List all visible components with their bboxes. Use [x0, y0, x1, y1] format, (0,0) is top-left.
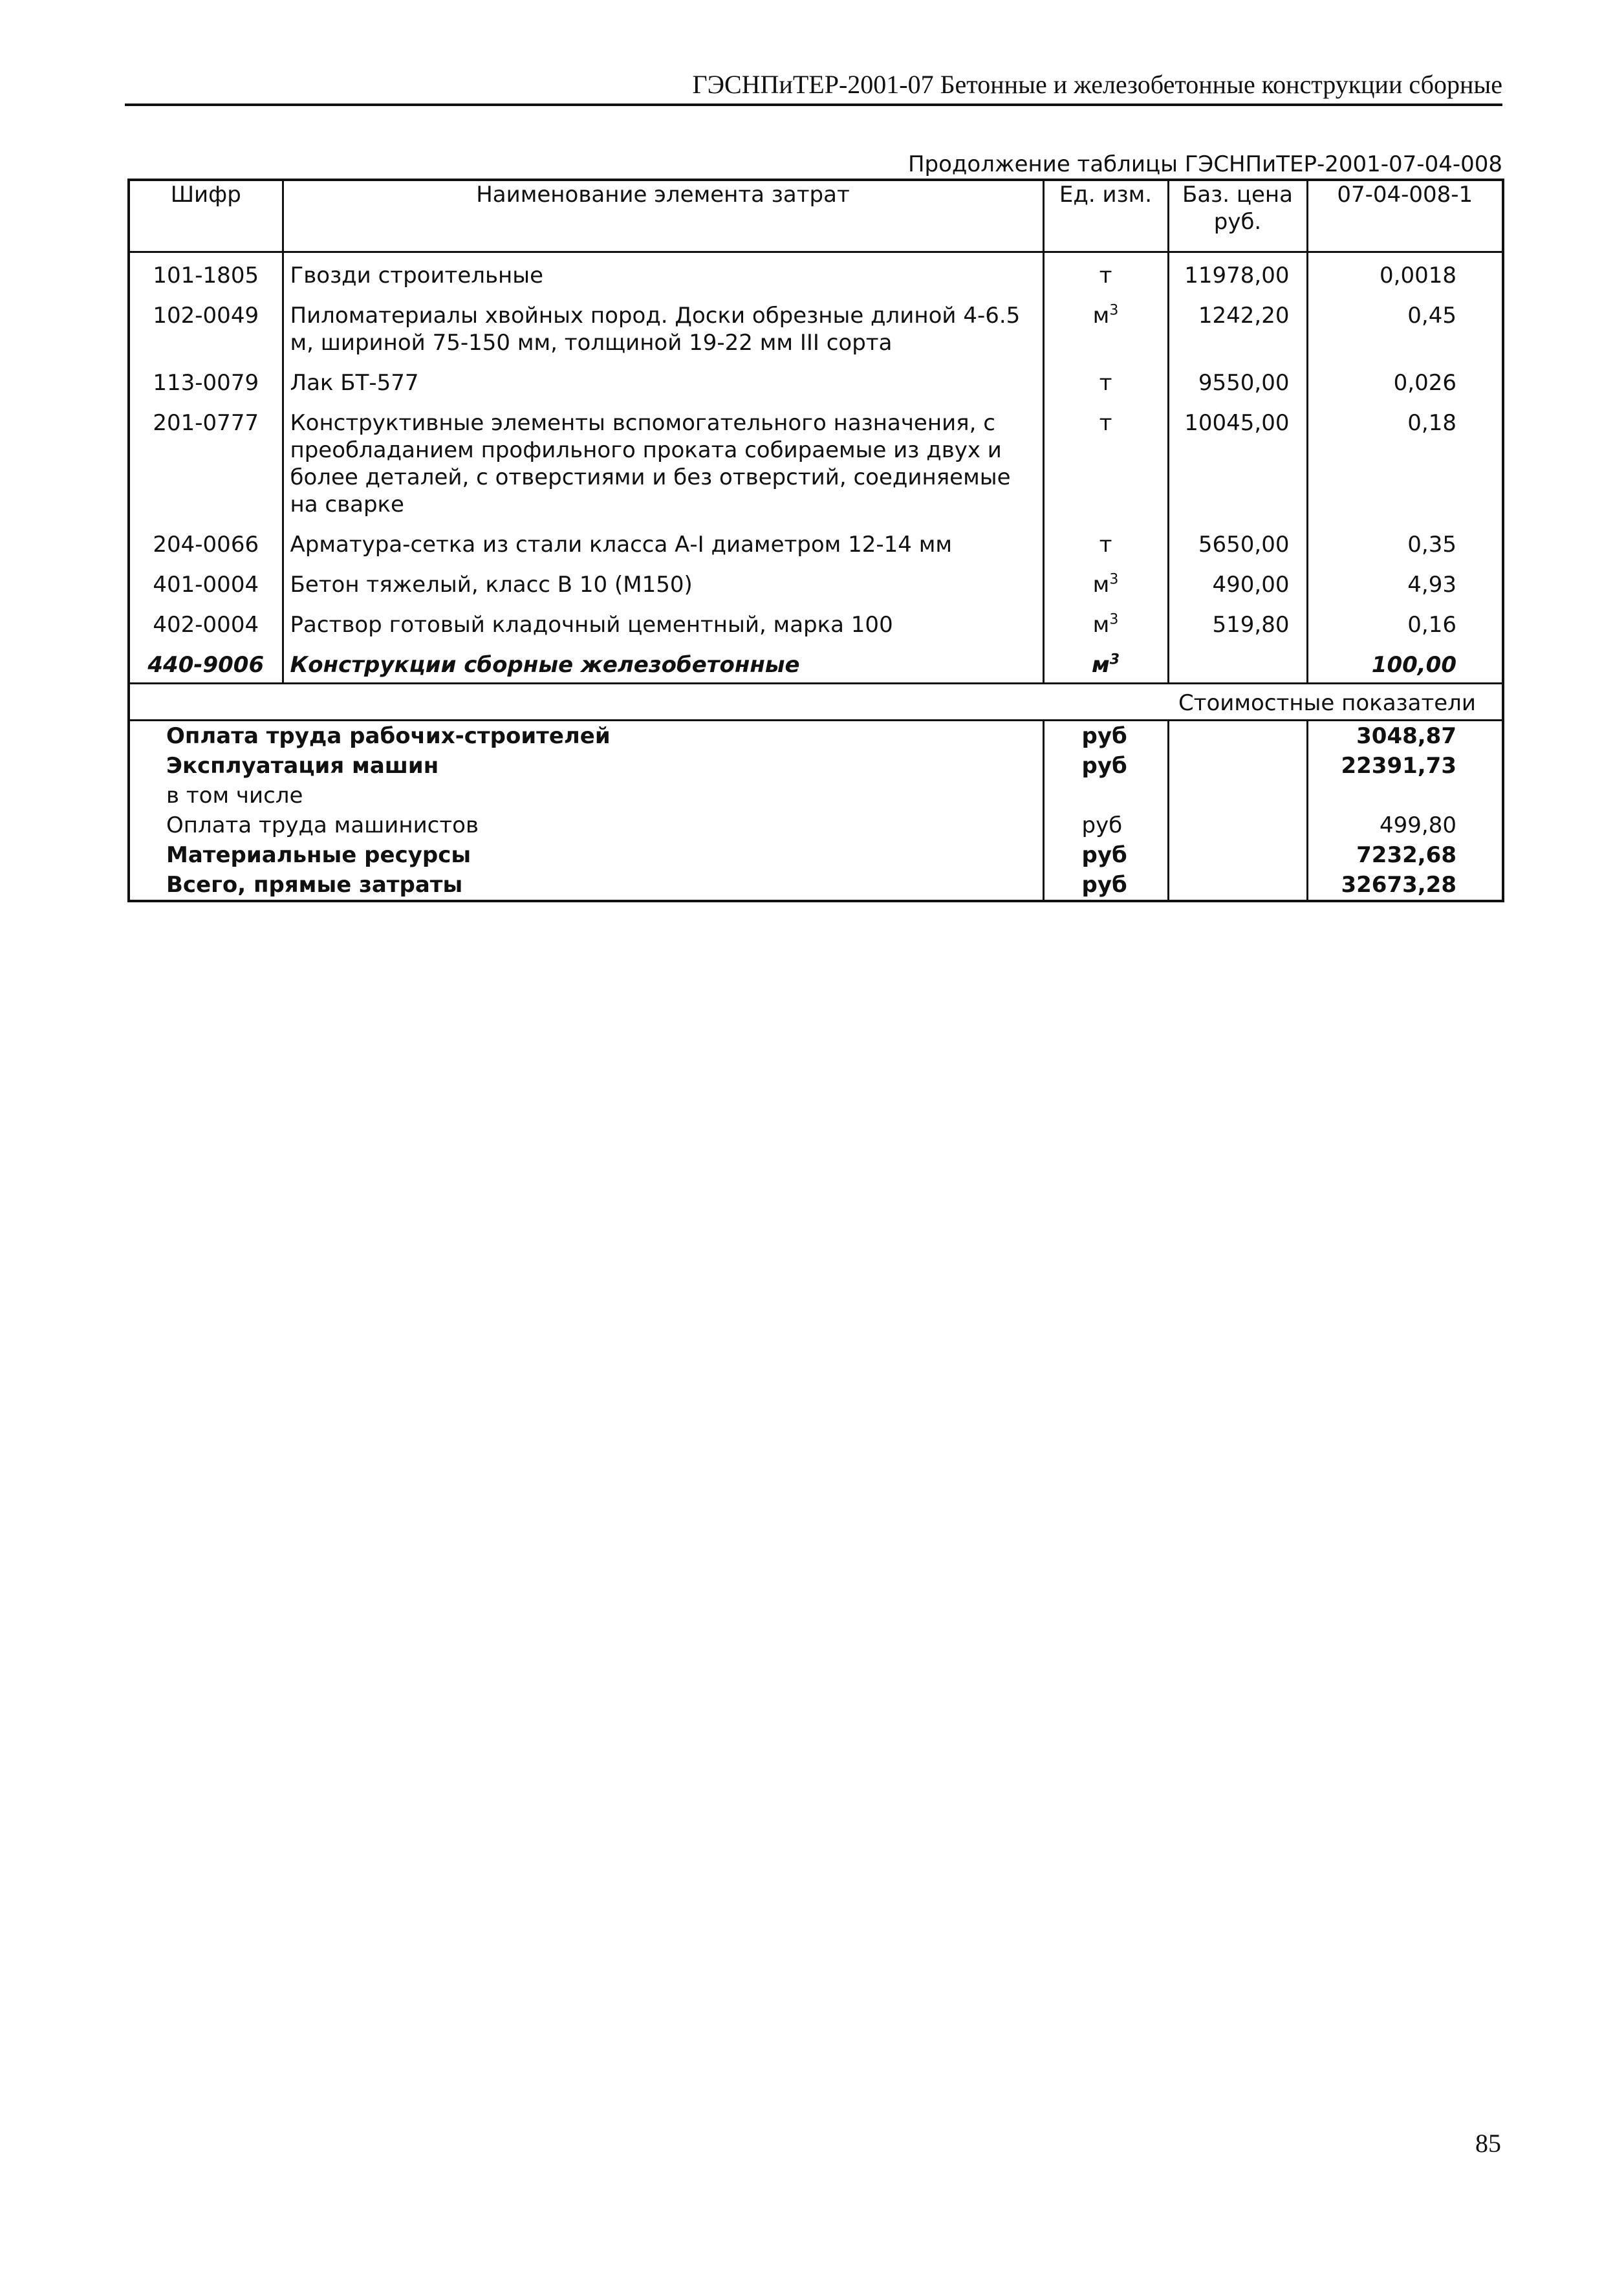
- row-code: 204-0066: [129, 522, 283, 562]
- row-unit-text: т: [1099, 410, 1112, 436]
- cost-header-row: [129, 684, 1503, 721]
- row-unit: [1043, 252, 1168, 294]
- row-price: 1242,20: [1168, 293, 1307, 360]
- row-qty: 0,0018: [1307, 252, 1503, 294]
- total-qty: 100,00: [1307, 642, 1503, 684]
- summary-label: в том числе: [129, 781, 1043, 810]
- row-code: 401-0004: [129, 562, 283, 602]
- row-unit: [1043, 360, 1168, 400]
- row-name: Раствор готовый кладочный цементный, марка 100: [283, 602, 1043, 642]
- row-code: 101-1805: [129, 252, 283, 294]
- total-row: [129, 642, 1503, 684]
- summary-empty: [1168, 781, 1307, 810]
- total-price: [1168, 642, 1307, 684]
- row-unit-sup: 3: [1109, 611, 1119, 628]
- summary-label: Всего, прямые затраты: [129, 870, 1043, 901]
- row-name: Пиломатериалы хвойных пород. Доски обрезные длиной 4-6.5 м, шириной 75-150 мм, толщиной 19-22 мм III сорта: [283, 293, 1043, 360]
- total-name: Конструкции сборные железобетонные: [283, 642, 1043, 684]
- summary-unit: руб: [1043, 870, 1168, 901]
- table-row: [129, 252, 1503, 294]
- summary-row: [129, 810, 1503, 840]
- row-qty: 0,16: [1307, 602, 1503, 642]
- row-unit-sup: 3: [1109, 302, 1119, 319]
- column-header-name: Наименование элемента затрат: [283, 180, 1043, 252]
- row-unit: [1043, 562, 1168, 602]
- total-code: 440-9006: [129, 642, 283, 684]
- row-unit-text: т: [1099, 370, 1112, 396]
- cost-header: Стоимостные показатели: [129, 684, 1503, 721]
- row-unit-text: м: [1092, 303, 1110, 329]
- row-unit-text: т: [1099, 263, 1112, 288]
- summary-empty: [1168, 870, 1307, 901]
- summary-unit: руб: [1043, 840, 1168, 870]
- row-qty: 0,35: [1307, 522, 1503, 562]
- summary-value: 499,80: [1307, 810, 1503, 840]
- summary-empty: [1168, 721, 1307, 752]
- row-qty: 0,18: [1307, 400, 1503, 522]
- summary-row: [129, 751, 1503, 781]
- summary-label: Оплата труда рабочих-строителей: [129, 721, 1043, 752]
- row-code: 201-0777: [129, 400, 283, 522]
- table-header-row: [129, 180, 1503, 252]
- column-header-code: Шифр: [129, 180, 283, 252]
- summary-empty: [1168, 840, 1307, 870]
- row-name: Бетон тяжелый, класс В 10 (М150): [283, 562, 1043, 602]
- summary-rows: [129, 721, 1503, 902]
- row-price: 10045,00: [1168, 400, 1307, 522]
- resource-table: [127, 179, 1504, 902]
- row-unit-sup: 3: [1109, 571, 1119, 588]
- row-price: 519,80: [1168, 602, 1307, 642]
- row-code: 402-0004: [129, 602, 283, 642]
- summary-row: [129, 781, 1503, 810]
- price-header-line1: Баз. цена: [1182, 182, 1293, 208]
- total-unit-sup: 3: [1109, 651, 1120, 668]
- summary-unit: руб: [1043, 721, 1168, 752]
- summary-unit: руб: [1043, 810, 1168, 840]
- summary-empty: [1168, 751, 1307, 781]
- row-code: 113-0079: [129, 360, 283, 400]
- total-unit: [1043, 642, 1168, 684]
- row-price: 490,00: [1168, 562, 1307, 602]
- summary-empty: [1168, 810, 1307, 840]
- document-title: ГЭСНПиТЕР-2001-07 Бетонные и железобетонные конструкции сборные: [692, 70, 1502, 99]
- row-name: Гвозди строительные: [283, 252, 1043, 294]
- row-qty: 4,93: [1307, 562, 1503, 602]
- table-caption: Продолжение таблицы ГЭСНПиТЕР-2001-07-04-008: [907, 151, 1502, 177]
- row-unit-text: т: [1099, 532, 1112, 558]
- row-price: 5650,00: [1168, 522, 1307, 562]
- table-row: [129, 602, 1503, 642]
- summary-unit: [1043, 781, 1168, 810]
- row-price: 11978,00: [1168, 252, 1307, 294]
- summary-value: 32673,28: [1307, 870, 1503, 901]
- summary-value: [1307, 781, 1503, 810]
- row-unit-text: м: [1092, 612, 1110, 638]
- table-row: [129, 293, 1503, 360]
- table-row: [129, 360, 1503, 400]
- summary-label: Оплата труда машинистов: [129, 810, 1043, 840]
- row-unit: [1043, 293, 1168, 360]
- table-row: [129, 522, 1503, 562]
- table-row: [129, 400, 1503, 522]
- summary-value: 7232,68: [1307, 840, 1503, 870]
- row-unit: [1043, 400, 1168, 522]
- row-name: Конструктивные элементы вспомогательного назначения, с преобладанием профильного проката собираемые из двух и более деталей, с отверстиями и без отверстий, соединяемые на сварке: [283, 400, 1043, 522]
- summary-row: [129, 721, 1503, 752]
- price-header-line2: руб.: [1213, 209, 1262, 235]
- column-header-unit: Ед. изм.: [1043, 180, 1168, 252]
- row-code: 102-0049: [129, 293, 283, 360]
- summary-value: 22391,73: [1307, 751, 1503, 781]
- column-header-norm: 07-04-008-1: [1307, 180, 1503, 252]
- table-row: [129, 562, 1503, 602]
- page-header: [125, 65, 1502, 106]
- summary-label: Материальные ресурсы: [129, 840, 1043, 870]
- page-number: 85: [1475, 2129, 1501, 2158]
- summary-row: [129, 840, 1503, 870]
- row-name: Лак БТ-577: [283, 360, 1043, 400]
- row-unit: [1043, 602, 1168, 642]
- summary-value: 3048,87: [1307, 721, 1503, 752]
- resource-rows: [129, 252, 1503, 643]
- total-unit-text: м: [1091, 652, 1110, 678]
- row-name: Арматура-сетка из стали класса А-I диаметром 12-14 мм: [283, 522, 1043, 562]
- summary-row: [129, 870, 1503, 901]
- summary-unit: руб: [1043, 751, 1168, 781]
- summary-label: Эксплуатация машин: [129, 751, 1043, 781]
- row-qty: 0,45: [1307, 293, 1503, 360]
- row-price: 9550,00: [1168, 360, 1307, 400]
- row-qty: 0,026: [1307, 360, 1503, 400]
- row-unit-text: м: [1092, 572, 1110, 598]
- row-unit: [1043, 522, 1168, 562]
- column-header-price: [1168, 180, 1307, 252]
